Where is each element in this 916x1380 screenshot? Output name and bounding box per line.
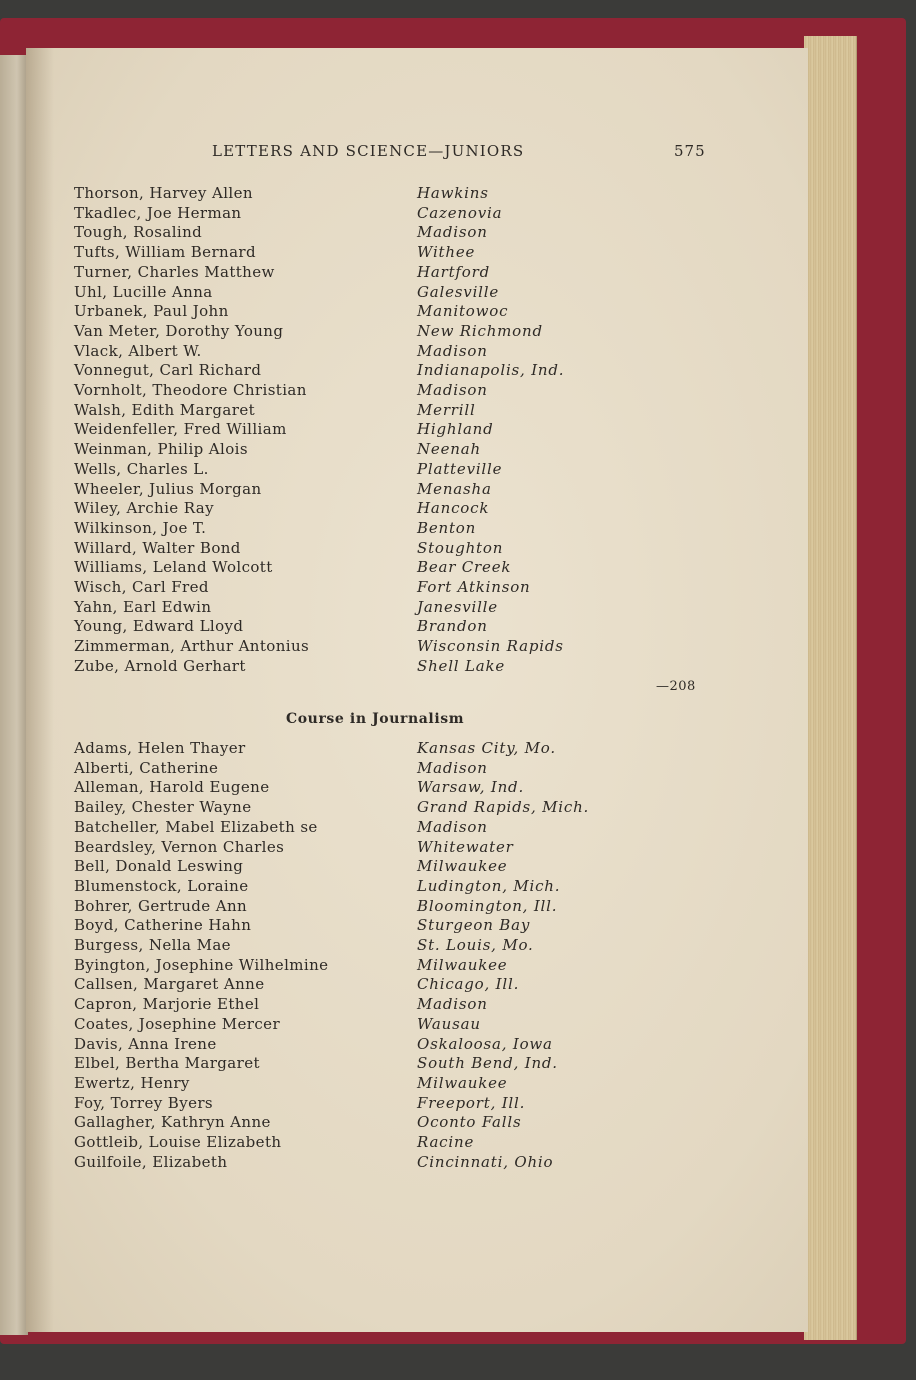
entry-name: Bohrer, Gertrude Ann — [74, 896, 248, 915]
entry-name: Wiley, Archie Ray — [74, 499, 215, 518]
entry-name: Davis, Anna Irene — [74, 1034, 217, 1053]
left-page-edge — [0, 55, 28, 1335]
entry-name: Zube, Arnold Gerhart — [74, 656, 246, 675]
entry-place: Sturgeon Bay — [417, 916, 531, 935]
entry-place: Withee — [417, 243, 476, 262]
entry-name: Tufts, William Bernard — [74, 243, 257, 262]
entry-place: Milwaukee — [417, 1073, 508, 1092]
entry-place: Menasha — [417, 479, 492, 498]
entry-name: Vlack, Albert W. — [74, 341, 202, 360]
entry-name: Wheeler, Julius Morgan — [74, 479, 262, 498]
entry-place: Hancock — [417, 499, 490, 518]
entry-name: Blumenstock, Loraine — [74, 876, 249, 895]
entry-name: Vornholt, Theodore Christian — [74, 381, 307, 399]
entry-name: Yahn, Earl Edwin — [74, 597, 212, 616]
entry-place: Galesville — [417, 282, 500, 301]
entry-place: Janesville — [417, 597, 498, 616]
entry-name: Ewertz, Henry — [74, 1073, 190, 1092]
entry-name: Gottleib, Louise Elizabeth — [74, 1133, 282, 1151]
entry-place: Merrill — [417, 400, 476, 419]
entry-name: Young, Edward Lloyd — [74, 617, 244, 636]
entry-name: Weinman, Philip Alois — [74, 440, 248, 459]
entry-name: Williams, Leland Wolcott — [74, 558, 273, 577]
entry-place: New Richmond — [417, 321, 543, 340]
entry-place: Oskaloosa, Iowa — [417, 1034, 553, 1053]
section-heading: Course in Journalism — [286, 711, 465, 727]
entry-name: Tkadlec, Joe Herman — [74, 203, 242, 222]
entry-name: Vonnegut, Carl Richard — [74, 361, 262, 380]
entry-place: Shell Lake — [417, 656, 506, 675]
entry-name: Guilfoile, Elizabeth — [74, 1152, 228, 1171]
entry-name: Batcheller, Mabel Elizabeth se — [74, 817, 318, 836]
entry-place: Cincinnati, Ohio — [417, 1152, 554, 1171]
page-gutter-shadow — [26, 48, 54, 1332]
entry-name: Willard, Walter Bond — [74, 538, 241, 557]
entry-name: Beardsley, Vernon Charles — [74, 837, 285, 856]
page-number: 575 — [674, 142, 706, 160]
entry-place: Milwaukee — [417, 955, 508, 974]
entry-place: Grand Rapids, Mich. — [417, 798, 590, 817]
entry-name: Tough, Rosalind — [74, 223, 203, 242]
entry-place: Platteville — [417, 459, 503, 478]
page-stack-edge — [804, 36, 857, 1340]
entry-place: Whitewater — [417, 837, 514, 856]
entry-place: Milwaukee — [417, 857, 508, 876]
entry-place: Bear Creek — [417, 558, 512, 577]
entry-place: South Bend, Ind. — [417, 1054, 558, 1073]
entry-name: Gallagher, Kathryn Anne — [74, 1113, 271, 1132]
entry-place: Kansas City, Mo. — [417, 739, 556, 757]
entry-place: St. Louis, Mo. — [417, 936, 534, 954]
entry-place: Indianapolis, Ind. — [417, 361, 565, 380]
entry-place: Madison — [417, 223, 488, 242]
entry-name: Bell, Donald Leswing — [74, 857, 244, 876]
entry-place: Bloomington, Ill. — [417, 896, 558, 915]
entry-name: Zimmerman, Arthur Antonius — [74, 637, 310, 656]
entry-place: Cazenovia — [417, 203, 503, 222]
entry-name: Weidenfeller, Fred William — [74, 420, 287, 439]
entry-place: Warsaw, Ind. — [417, 778, 525, 797]
entry-place: Madison — [417, 817, 488, 836]
entry-name: Foy, Torrey Byers — [74, 1093, 214, 1112]
entry-place: Wausau — [417, 1014, 481, 1033]
entry-name: Wisch, Carl Fred — [74, 578, 209, 596]
entry-place: Madison — [417, 995, 488, 1014]
entry-place: Freeport, Ill. — [417, 1093, 526, 1112]
entry-place: Benton — [417, 518, 477, 537]
entry-name: Uhl, Lucille Anna — [74, 282, 213, 301]
entry-place: Hawkins — [417, 184, 489, 202]
entry-place: Fort Atkinson — [417, 578, 531, 596]
entry-name: Coates, Josephine Mercer — [74, 1014, 281, 1033]
entry-name: Byington, Josephine Wilhelmine — [74, 955, 329, 974]
entry-name: Alleman, Harold Eugene — [74, 778, 270, 797]
entry-name: Capron, Marjorie Ethel — [74, 995, 260, 1014]
section-total: —208 — [656, 679, 696, 694]
entry-place: Brandon — [417, 617, 488, 636]
entry-name: Van Meter, Dorothy Young — [74, 321, 284, 340]
entry-place: Manitowoc — [417, 302, 509, 321]
entry-name: Adams, Helen Thayer — [74, 739, 246, 757]
entry-place: Madison — [417, 758, 488, 777]
running-head: LETTERS AND SCIENCE—JUNIORS — [212, 142, 525, 160]
entry-name: Callsen, Margaret Anne — [74, 975, 265, 994]
entry-name: Thorson, Harvey Allen — [74, 184, 253, 202]
entry-place: Ludington, Mich. — [417, 876, 561, 895]
entry-place: Stoughton — [417, 538, 504, 557]
entry-place: Madison — [417, 341, 488, 360]
entry-place: Highland — [417, 420, 494, 439]
entry-name: Turner, Charles Matthew — [74, 262, 275, 281]
entry-place: Hartford — [417, 262, 490, 281]
entry-name: Elbel, Bertha Margaret — [74, 1054, 260, 1073]
entry-place: Madison — [417, 381, 488, 399]
entry-name: Urbanek, Paul John — [74, 302, 229, 321]
entry-place: Neenah — [417, 440, 481, 459]
entry-name: Boyd, Catherine Hahn — [74, 916, 252, 935]
entry-name: Burgess, Nella Mae — [74, 936, 231, 954]
entry-place: Racine — [417, 1133, 475, 1151]
entry-name: Walsh, Edith Margaret — [74, 400, 256, 419]
entry-name: Wilkinson, Joe T. — [74, 518, 207, 537]
entry-name: Bailey, Chester Wayne — [74, 798, 252, 817]
entry-name: Wells, Charles L. — [74, 459, 209, 478]
entry-name: Alberti, Catherine — [74, 758, 219, 777]
entry-place: Wisconsin Rapids — [417, 637, 564, 656]
entry-place: Oconto Falls — [417, 1113, 522, 1132]
entry-place: Chicago, Ill. — [417, 975, 520, 994]
